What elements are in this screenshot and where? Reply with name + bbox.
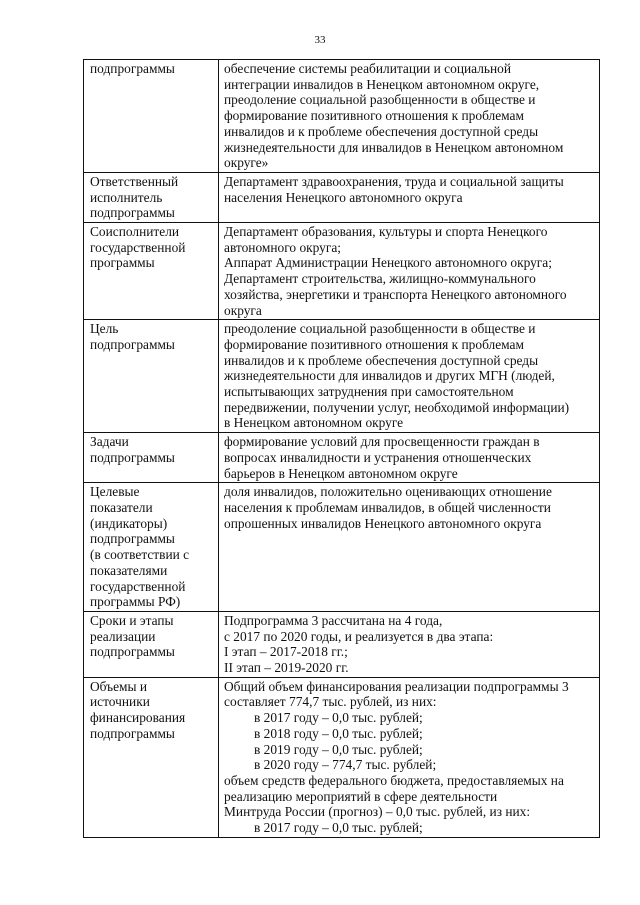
value-line: округе» [224, 155, 269, 171]
subprogram-passport-table [83, 59, 600, 838]
value-line: II этап – 2019-2020 гг. [224, 660, 349, 676]
value-line: передвижении, получении услуг, необходимой информации) [224, 399, 570, 415]
value-line: интеграции инвалидов в Ненецком автономном округе, [224, 76, 540, 92]
value-line: доля инвалидов, положительно оценивающих отношение [224, 484, 552, 500]
row-co-executors [84, 223, 600, 320]
value-line-indented: в 2017 году – 0,0 тыс. рублей; [254, 710, 423, 726]
value-line: реализацию мероприятий в сфере деятельности [224, 788, 498, 804]
label-line: программы РФ) [90, 594, 181, 610]
row-value [219, 60, 600, 173]
value-line: Общий объем финансирования реализации подпрограммы 3 [224, 678, 569, 694]
value-line: вопросах инвалидности и устранения отношенческих [224, 449, 532, 465]
value-line: хозяйства, энергетики и транспорта Ненецкого автономного [224, 286, 567, 302]
value-line: преодоление социальной разобщенности в обществе и [224, 92, 536, 108]
value-line: в Ненецком автономном округе [224, 415, 404, 431]
row-timeline-stages [84, 611, 600, 677]
row-value [219, 433, 600, 483]
row-subprogram-name-continued [84, 60, 600, 173]
value-line: I этап – 2017-2018 гг.; [224, 644, 348, 660]
value-line-indented: в 2019 году – 0,0 тыс. рублей; [254, 741, 423, 757]
label-line: подпрограммы [90, 336, 175, 352]
label-line: реализации [90, 628, 156, 644]
value-line: автономного округа; [224, 239, 342, 255]
value-line: Минтруда России (прогноз) – 0,0 тыс. рублей, из них: [224, 804, 531, 820]
value-line: Департамент здравоохранения, труда и социальной защиты [224, 173, 564, 189]
label-line: программы [90, 255, 155, 271]
row-value [219, 320, 600, 433]
label-line: Цель [90, 321, 119, 337]
row-label [84, 172, 219, 222]
value-line: объем средств федерального бюджета, предоставляемых на [224, 772, 564, 788]
label-line: подпрограммы [90, 531, 175, 547]
label-line: показатели [90, 499, 153, 515]
row-value [219, 677, 600, 837]
label-line: исполнитель [90, 189, 163, 205]
label-line: (в соответствии с [90, 547, 190, 563]
value-line: инвалидов и к проблеме обеспечения доступной среды [224, 123, 539, 139]
label-line: подпрограммы [90, 644, 175, 660]
row-goal [84, 320, 600, 433]
row-label [84, 611, 219, 677]
row-label [84, 320, 219, 433]
value-line: жизнедеятельности для инвалидов в Ненецком автономном [224, 139, 564, 155]
row-funding-sources [84, 677, 600, 837]
value-line: населения Ненецкого автономного округа [224, 189, 463, 205]
row-label [84, 223, 219, 320]
value-line: Аппарат Администрации Ненецкого автономного округа; [224, 255, 552, 271]
row-label [84, 677, 219, 837]
value-line: жизнедеятельности для инвалидов и других МГН (людей, [224, 368, 555, 384]
value-line: инвалидов и к проблеме обеспечения доступной среды [224, 352, 539, 368]
label-line: подпрограммы [90, 449, 175, 465]
value-line: испытывающих затруднения при самостоятельном [224, 384, 514, 400]
value-line: составляет 774,7 тыс. рублей, из них: [224, 694, 437, 710]
label-line: государственной [90, 239, 186, 255]
value-line-indented: в 2018 году – 0,0 тыс. рублей; [254, 725, 423, 741]
value-line-indented: в 2017 году – 0,0 тыс. рублей; [254, 820, 423, 836]
label-line: источники [90, 694, 150, 710]
label-line: Сроки и этапы [90, 612, 174, 628]
value-line-indented: в 2020 году – 774,7 тыс. рублей; [254, 757, 437, 773]
row-label [84, 60, 219, 173]
label-line: Целевые [90, 484, 140, 500]
label-line: Объемы и [90, 678, 148, 694]
row-value [219, 611, 600, 677]
value-line: формирование позитивного отношения к проблемам [224, 108, 524, 124]
row-label [84, 433, 219, 483]
value-line: формирование позитивного отношения к проблемам [224, 336, 524, 352]
value-line: Департамент образования, культуры и спорта Ненецкого [224, 224, 548, 240]
row-value [219, 172, 600, 222]
value-line: барьеров в Ненецком автономном округе [224, 465, 458, 481]
value-line: опрошенных инвалидов Ненецкого автономного округа [224, 515, 542, 531]
value-line: преодоление социальной разобщенности в обществе и [224, 321, 536, 337]
value-line: с 2017 по 2020 годы, и реализуется в два этапа: [224, 628, 494, 644]
value-line: формирование условий для просвещенности граждан в [224, 434, 540, 450]
row-target-indicators [84, 483, 600, 612]
label-line: показателями [90, 562, 168, 578]
row-tasks [84, 433, 600, 483]
row-value [219, 223, 600, 320]
value-line: Департамент строительства, жилищно-коммунального [224, 271, 536, 287]
label-line: подпрограммы [90, 205, 175, 221]
label-line: подпрограммы [90, 725, 175, 741]
label-line: Задачи [90, 434, 129, 450]
label-line: государственной [90, 578, 186, 594]
label-line: Соисполнители [90, 224, 180, 240]
label-line: (индикаторы) [90, 515, 168, 531]
value-line: населения к проблемам инвалидов, в общей численности [224, 499, 551, 515]
value-line: обеспечение системы реабилитации и социальной [224, 61, 512, 76]
label-line: Ответственный [90, 173, 179, 189]
row-value [219, 483, 600, 612]
label-line: финансирования [90, 710, 186, 726]
value-line: округа [224, 302, 262, 318]
row-responsible-executor [84, 172, 600, 222]
value-line: Подпрограмма 3 рассчитана на 4 года, [224, 612, 443, 628]
page-number: 33 [314, 34, 326, 46]
row-label [84, 483, 219, 612]
label-line: подпрограммы [90, 61, 175, 76]
